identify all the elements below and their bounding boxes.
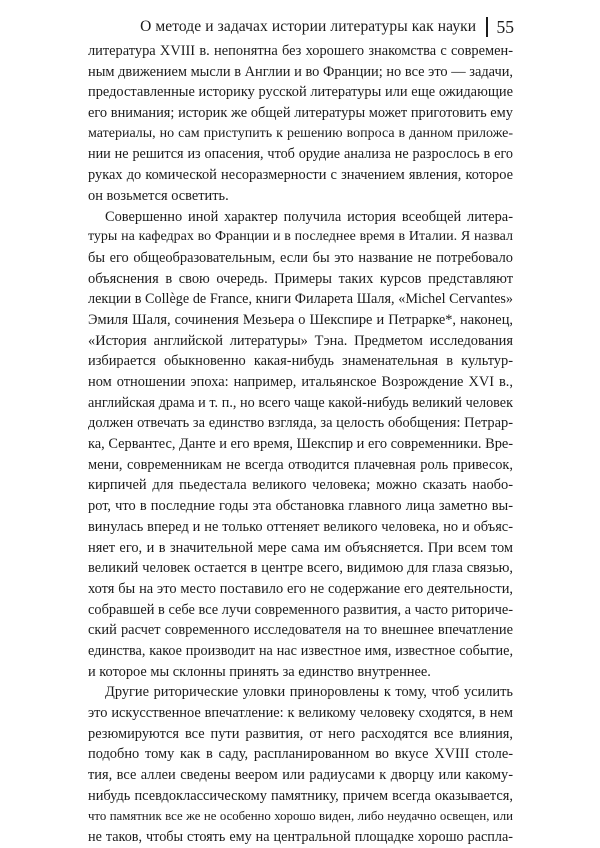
paragraph	[88, 41, 513, 207]
text-line: объяснения в свою очередь. Примеры таких курсов представляют	[88, 270, 513, 287]
running-head	[88, 14, 514, 40]
paragraph	[88, 207, 513, 683]
text-line: нибудь псевдоклассическому памятнику, причем всегда оказывается,	[88, 787, 513, 804]
text-line: Эмиля Шаля, сочинения Мезьера о Шекспире и Петрарке*, наконец,	[88, 311, 513, 328]
text-line: ном отношении эпоха: например, итальянское Возрождение XVI в.,	[88, 374, 513, 390]
text-line: мени, современникам не всегда отводится плачевная роль привесок,	[88, 456, 513, 473]
text-line: тия, все аллеи сведены веером или радиусами к дворцу или какому-	[88, 767, 513, 784]
text-line: винулась вперед и не только оттеняет великого человека, но и объяс-	[88, 518, 513, 535]
text-line: ский расчет современного исследователя на то внешнее впечатление	[88, 622, 513, 639]
text-line: туры на кафедрах во Франции и в последнее время в Италии. Я назвал	[88, 229, 513, 245]
text-line: бы его общеобразовательным, если бы это название не потребовало	[88, 249, 513, 266]
text-line: должен отвечать за единство взгляда, за целость обобщения: Петрар-	[88, 415, 513, 432]
text-line: Совершенно иной характер получила история всеобщей литера-	[105, 208, 513, 225]
text-line: английская драма и т. п., но всего чаще какой-нибудь великий человек	[88, 394, 513, 411]
text-line: ным движением мысли в Англии и во Франции; но все это — задачи,	[88, 63, 513, 80]
text-line: предоставленные историку русской литературы или еще ожидающие	[88, 84, 513, 101]
text-line: кирпичей для пьедестала великого человека; можно сказать наобо-	[88, 477, 513, 494]
text-line: няет его, и в значительной мере сама им объясняется. При всем том	[88, 539, 513, 556]
text-line: единства, какое производит на нас известное имя, известное событие,	[88, 642, 513, 659]
text-line: он возьмется осветить.	[88, 187, 229, 204]
text-line: не таков, чтобы стоять ему на центральной площадке хорошо распла-	[88, 829, 513, 846]
text-line: хотя бы на это место поставило его не содержание его деятельности,	[88, 580, 513, 597]
running-head-separator	[486, 17, 487, 37]
text-line: руках до комической несоразмерности с значением явления, которое	[88, 167, 513, 184]
running-head-title: О методе и задачах истории литературы как науки	[140, 18, 477, 35]
text-line: ка, Сервантес, Данте и его время, Шекспир и его современники. Вре-	[88, 436, 514, 453]
text-line: материалы, но сам приступить к решению вопроса в данном приложе-	[88, 125, 513, 141]
text-line: рот, что в последние годы эта обстановка главного лица заметно вы-	[88, 498, 513, 515]
text-line: нии не решится из опасения, чтоб орудие анализа не разрослось в его	[88, 146, 513, 163]
paragraph	[88, 682, 513, 848]
text-line: Другие риторические уловки приноровлены к тому, чтоб усилить	[105, 684, 513, 701]
text-line: что памятник все же не особенно хорошо виден, либо неудачно освещен, или	[88, 809, 513, 824]
text-line: великий человек остается в центре всего, видимою для глаза связью,	[88, 560, 513, 577]
page-number: 55	[496, 16, 514, 37]
text-line: «История английской литературы» Тэна. Предметом исследования	[88, 332, 513, 349]
text-line: резюмируются все пути развития, от него расходятся все влияния,	[88, 725, 513, 742]
text-line: литература XVIII в. непонятна без хорошего знакомства с современ-	[88, 43, 513, 59]
text-line: и которое мы склонны принять за единство внутреннее.	[88, 663, 431, 680]
text-line: собравшей в себе все лучи современного развития, а часто риториче-	[88, 601, 514, 618]
text-line: это искусственное впечатление: к великому человеку сходятся, в нем	[88, 705, 513, 721]
text-line: избирается обыкновенно какая-нибудь знаменательная в культур-	[88, 353, 513, 370]
text-line: лекции в Collège de France, книги Филарета Шаля, «Michel Cervantes»	[88, 291, 513, 308]
body-text	[88, 41, 513, 848]
text-line: подобно тому как в саду, распланированном во вкусе XVIII столе-	[88, 746, 513, 763]
text-line: его внимания; историк же общей литературы может приготовить ему	[88, 105, 513, 122]
